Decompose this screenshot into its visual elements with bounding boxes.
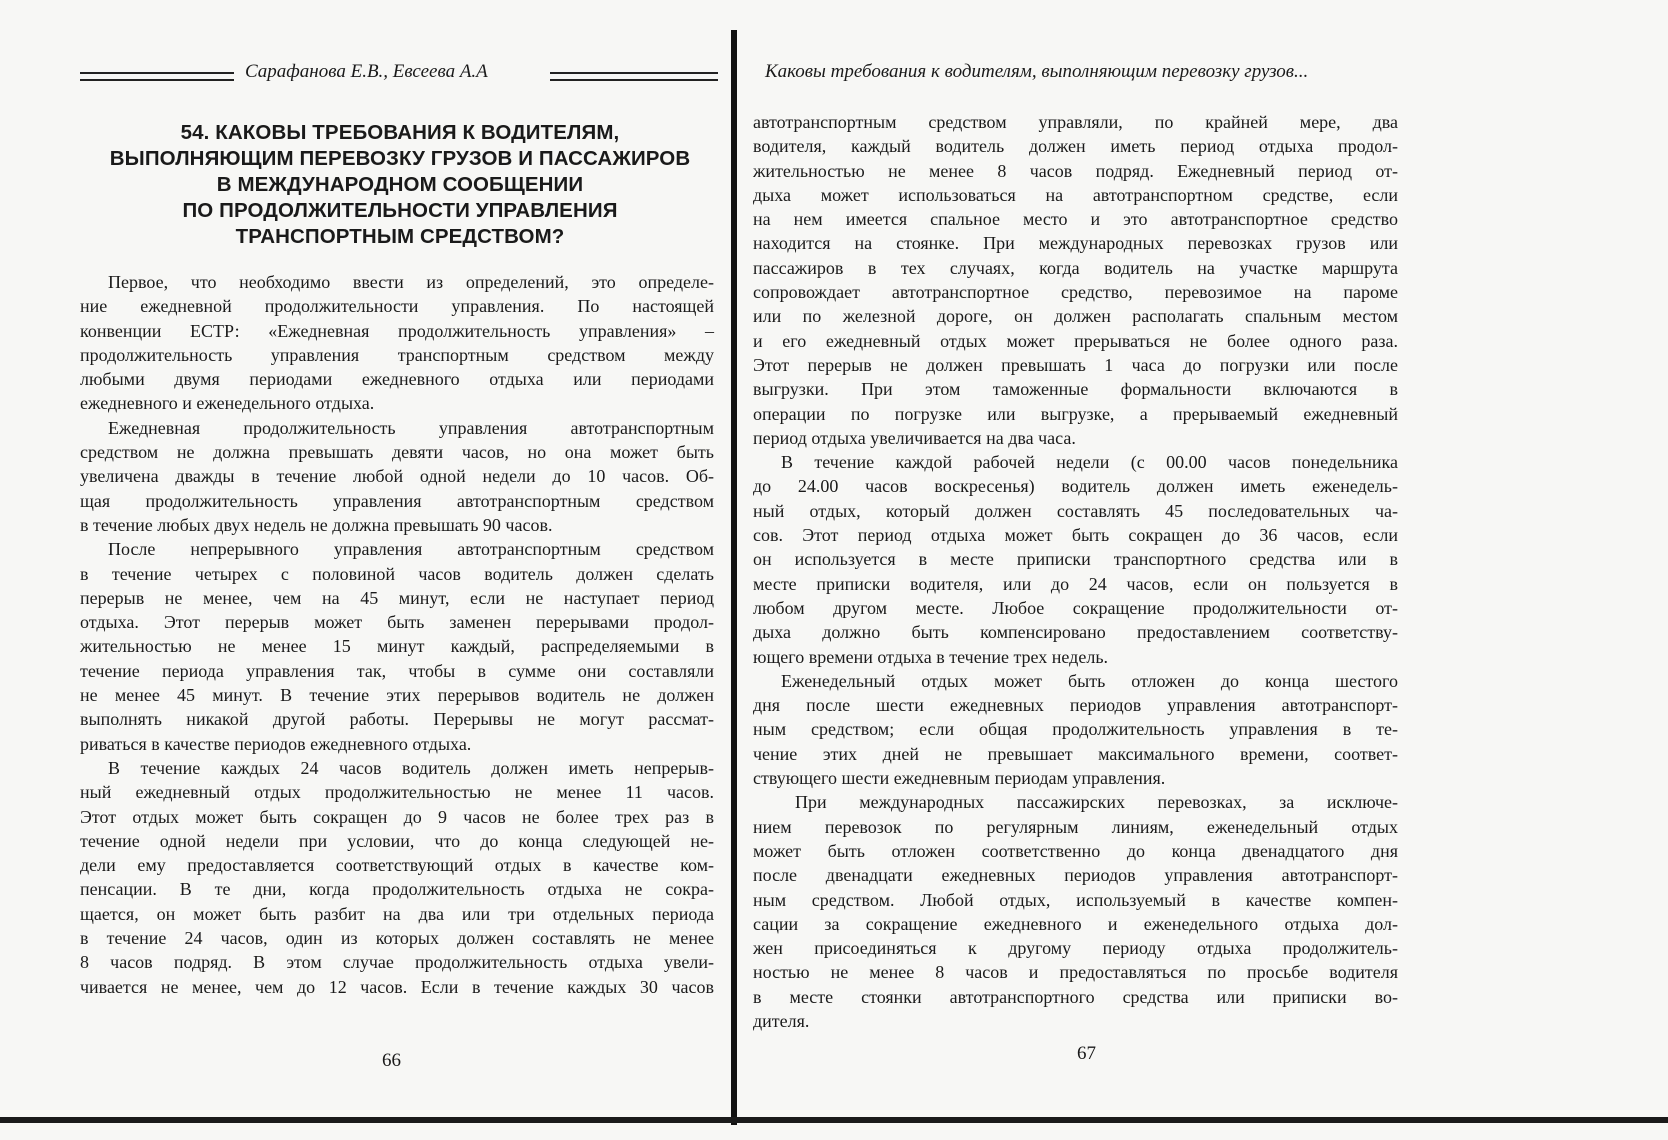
text-line: дыха должно быть компенсировано предоставлением соответству- xyxy=(753,622,1398,643)
text-line: выгрузки. При этом таможенные формальности включаются в xyxy=(753,379,1398,400)
text-line: чение этих дней не превышает максимального времени, соответ- xyxy=(753,743,1398,764)
text-line: в течение четырех с половиной часов водитель должен сделать xyxy=(80,563,714,584)
text-line: сопровождает автотранспортное средство, перевозимое на пароме xyxy=(753,282,1398,303)
running-head-right: Каковы требования к водителям, выполняющим перевозку грузов... xyxy=(765,61,1309,82)
left-page xyxy=(0,0,733,1125)
text-line: любом другом месте. Любое сокращение продолжительности от- xyxy=(753,597,1398,618)
running-head-left: Сарафанова Е.В., Евсеева А.А xyxy=(245,61,488,82)
text-line: пассажиров в тех случаях, когда водитель на участке маршрута xyxy=(753,257,1398,278)
text-line: ствующего шести ежедневным периодам управления. xyxy=(753,768,1166,789)
text-line: и его ежедневный отдых может прерываться не более одного раза. xyxy=(753,330,1398,351)
text-line: При международных пассажирских перевозках, за исключе- xyxy=(795,792,1398,813)
text-line: В течение каждых 24 часов водитель должен иметь непрерыв- xyxy=(108,757,714,778)
text-line: щается, он может быть разбит на два или три отдельных периода xyxy=(80,903,714,924)
title-line: 54. КАКОВЫ ТРЕБОВАНИЯ К ВОДИТЕЛЯМ, xyxy=(180,121,620,144)
text-line: щая продолжительность управления автотранспортным средством xyxy=(80,490,714,511)
text-line: перерыв не менее, чем на 45 минут, если не наступает период xyxy=(80,587,714,608)
text-line: или по железной дороге, он должен располагать спальным местом xyxy=(753,306,1398,327)
text-line: после двенадцати ежедневных периодов управления автотранспорт- xyxy=(753,865,1398,886)
text-line: 8 часов подряд. В этом случае продолжительность отдыха увели- xyxy=(80,952,714,973)
chapter-title xyxy=(80,120,720,250)
text-line: ный ежедневный отдых продолжительностью не менее 11 часов. xyxy=(80,782,714,803)
title-line: ВЫПОЛНЯЮЩИМ ПЕРЕВОЗКУ ГРУЗОВ И ПАССАЖИРОВ xyxy=(109,147,691,170)
text-line: ющего времени отдыха в течение трех недель. xyxy=(753,646,1109,667)
text-line: увеличена дважды в течение любой одной недели до 10 часов. Об- xyxy=(80,466,714,487)
text-line: чивается не менее, чем до 12 часов. Если в течение каждых 30 часов xyxy=(80,976,714,997)
text-line: находится на стоянке. При международных перевозках грузов или xyxy=(753,233,1398,254)
text-line: отдыха. Этот перерыв может быть заменен перерывами продол- xyxy=(80,612,714,633)
page-number: 67 xyxy=(1077,1043,1096,1064)
text-line: он используется в месте приписки транспортного средства или в xyxy=(753,549,1398,570)
text-line: течение периода управления так, чтобы в сумме они составляли xyxy=(80,660,714,681)
text-line: период отдыха увеличивается на два часа. xyxy=(753,427,1076,448)
text-line: Этот перерыв не должен превышать 1 часа до погрузки или после xyxy=(753,354,1398,375)
text-line: После непрерывного управления автотранспортным средством xyxy=(108,539,714,560)
text-line: выполнять никакой другой работы. Перерывы не могут рассмат- xyxy=(80,709,714,730)
text-line: Ежедневная продолжительность управления автотранспортным xyxy=(108,417,714,438)
text-line: на нем имеется спальное место и это автотранспортное средство xyxy=(753,209,1398,230)
text-line: пенсации. В те дни, когда продолжительность отдыха не сокра- xyxy=(80,879,714,900)
text-line: водителя, каждый водитель должен иметь период отдыха продол- xyxy=(753,136,1398,157)
text-line: жен присоединяться к другому периоду отдыха продолжитель- xyxy=(753,938,1398,959)
text-line: жительностью не менее 15 минут каждый, распределяемыми в xyxy=(80,636,714,657)
right-page xyxy=(740,0,1668,1125)
text-line: ностью не менее 8 часов и предоставляться по просьбе водителя xyxy=(753,962,1398,983)
text-line: течение одной недели при условии, что до конца следующей не- xyxy=(80,830,714,851)
text-line: конвенции ЕСТР: «Ежедневная продолжительность управления» – xyxy=(80,320,714,341)
text-line: жительностью не менее 8 часов подряд. Ежедневный период от- xyxy=(753,160,1398,181)
title-line: ПО ПРОДОЛЖИТЕЛЬНОСТИ УПРАВЛЕНИЯ xyxy=(182,199,618,222)
title-line: В МЕЖДУНАРОДНОМ СООБЩЕНИИ xyxy=(216,173,584,196)
header-rule xyxy=(80,72,234,81)
text-line: нием перевозок по регулярным линиям, еженедельный отдых xyxy=(753,816,1398,837)
right-body-text xyxy=(753,110,1398,1033)
text-line: сации за сокращение ежедневного и еженедельного отдыха дол- xyxy=(753,913,1398,934)
left-body-text xyxy=(80,270,714,999)
text-line: продолжительность управления транспортным средством между xyxy=(80,344,714,365)
text-line: риваться в качестве периодов ежедневного отдыха. xyxy=(80,733,472,754)
text-line: в течение 24 часов, один из которых должен составлять не менее xyxy=(80,928,714,949)
bottom-edge-rule xyxy=(0,1117,1668,1123)
text-line: в течение любых двух недель не должна превышать 90 часов. xyxy=(80,514,553,535)
text-line: ным средством; если общая продолжительность управления в те- xyxy=(753,719,1398,740)
text-line: любыми двумя периодами ежедневного отдыха или периодами xyxy=(80,369,714,390)
text-line: дели ему предоставляется соответствующий отдых в качестве ком- xyxy=(80,855,714,876)
text-line: не менее 45 минут. В течение этих перерывов водитель не должен xyxy=(80,685,714,706)
text-line: ние ежедневной продолжительности управления. По настоящей xyxy=(80,296,714,317)
text-line: Еженедельный отдых может быть отложен до конца шестого xyxy=(781,670,1398,691)
book-spine xyxy=(731,30,737,1125)
text-line: Первое, что необходимо ввести из определений, это определе- xyxy=(108,272,714,292)
text-line: ным средством. Любой отдых, используемый в качестве компен- xyxy=(753,889,1398,910)
text-line: дыха может использоваться на автотранспортном средстве, если xyxy=(753,184,1398,205)
page-number: 66 xyxy=(382,1050,401,1071)
text-line: ежедневного и еженедельного отдыха. xyxy=(80,393,375,414)
text-line: месте приписки водителя, или до 24 часов, если он пользуется в xyxy=(753,573,1398,594)
title-line: ТРАНСПОРТНЫМ СРЕДСТВОМ? xyxy=(235,225,565,248)
text-line: до 24.00 часов воскресенья) водитель должен иметь еженедель- xyxy=(753,476,1398,497)
text-line: сов. Этот период отдыха может быть сокращен до 36 часов, если xyxy=(753,525,1398,546)
text-line: может быть отложен соответственно до конца двенадцатого дня xyxy=(753,840,1398,861)
text-line: в месте стоянки автотранспортного средства или приписки во- xyxy=(753,986,1398,1007)
text-line: дня после шести ежедневных периодов управления автотранспорт- xyxy=(753,695,1398,716)
text-line: В течение каждой рабочей недели (с 00.00 часов понедельника xyxy=(781,452,1398,473)
text-line: Этот отдых может быть сокращен до 9 часов не более трех раз в xyxy=(80,806,714,827)
text-line: дителя. xyxy=(753,1010,810,1031)
text-line: средством не должна превышать девяти часов, но она может быть xyxy=(80,442,714,463)
text-line: автотранспортным средством управляли, по крайней мере, два xyxy=(753,112,1398,132)
text-line: операции по погрузке или выгрузке, а прерываемый ежедневный xyxy=(753,403,1398,424)
text-line: ный отдых, который должен составлять 45 последовательных ча- xyxy=(753,500,1398,521)
header-rule xyxy=(550,72,718,81)
